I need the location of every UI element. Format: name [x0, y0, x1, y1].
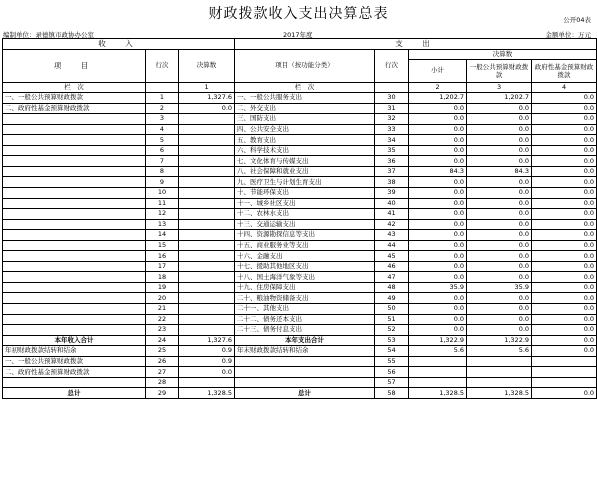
expense-row-no: 58 — [375, 388, 409, 399]
expense-row-no: 45 — [375, 251, 409, 262]
expense-row-no: 35 — [375, 145, 409, 156]
income-row-no: 11 — [146, 198, 179, 209]
expense-gov-fund — [532, 356, 597, 367]
expense-general-budget: 0.0 — [467, 103, 532, 114]
expense-item: 二十、粮油物资储备支出 — [235, 293, 375, 304]
income-row-no: 16 — [146, 251, 179, 262]
expense-item: 本年支出合计 — [235, 335, 375, 346]
expense-subtotal: 0.0 — [409, 314, 467, 325]
expense-subtotal: 84.3 — [409, 166, 467, 177]
income-amount: 0.0 — [179, 367, 235, 378]
income-amount: 1,327.6 — [179, 335, 235, 346]
expense-gov-fund — [532, 377, 597, 388]
col-1-label: 1 — [179, 82, 235, 93]
income-header: 收 入 — [3, 39, 235, 50]
col-3-label: 3 — [467, 82, 532, 93]
income-item — [3, 135, 146, 146]
expense-item: 六、科学技术支出 — [235, 145, 375, 156]
table-row — [3, 356, 597, 367]
table-row — [3, 230, 597, 241]
expense-general-budget: 0.0 — [467, 304, 532, 315]
expense-item: 十五、商业服务业等支出 — [235, 240, 375, 251]
income-amount: 1,328.5 — [179, 388, 235, 399]
income-row-no: 20 — [146, 293, 179, 304]
expense-subtotal: 0.0 — [409, 114, 467, 125]
expense-row-no: 30 — [375, 93, 409, 104]
expense-subtotal: 1,328.5 — [409, 388, 467, 399]
expense-row-no: 42 — [375, 219, 409, 230]
expense-general-budget: 35.9 — [467, 282, 532, 293]
item-header: 项 目 — [3, 49, 146, 82]
income-item — [3, 209, 146, 220]
table-row — [3, 282, 597, 293]
income-item — [3, 124, 146, 135]
expense-subtotal: 0.0 — [409, 188, 467, 199]
income-item — [3, 282, 146, 293]
expense-row-no: 52 — [375, 325, 409, 336]
row-no-header: 行次 — [146, 49, 179, 82]
income-item — [3, 377, 146, 388]
income-amount — [179, 188, 235, 199]
expense-gov-fund: 0.0 — [532, 240, 597, 251]
table-row — [3, 293, 597, 304]
income-amount — [179, 272, 235, 283]
income-item — [3, 325, 146, 336]
expense-item: 四、公共安全支出 — [235, 124, 375, 135]
income-item: 二、政府性基金预算财政拨款 — [3, 103, 146, 114]
income-amount — [179, 325, 235, 336]
expense-subtotal: 0.0 — [409, 230, 467, 241]
expense-row-no: 47 — [375, 272, 409, 283]
income-amount — [179, 135, 235, 146]
expense-gov-fund: 0.0 — [532, 346, 597, 357]
income-row-no: 9 — [146, 177, 179, 188]
table-row — [3, 135, 597, 146]
fiscal-year: 2017年度 — [283, 31, 313, 39]
expense-general-budget: 0.0 — [467, 219, 532, 230]
income-row-no: 6 — [146, 145, 179, 156]
expense-row-no: 54 — [375, 346, 409, 357]
expense-subtotal: 0.0 — [409, 145, 467, 156]
expense-general-budget: 84.3 — [467, 166, 532, 177]
income-row-no: 27 — [146, 367, 179, 378]
expense-item: 十六、金融支出 — [235, 251, 375, 262]
expense-subtotal — [409, 367, 467, 378]
form-code: 公开04表 — [563, 16, 591, 24]
budget-table — [2, 38, 597, 399]
expense-general-budget: 0.0 — [467, 188, 532, 199]
expense-row-no: 57 — [375, 377, 409, 388]
income-row-no: 2 — [146, 103, 179, 114]
income-amount — [179, 240, 235, 251]
expense-item: 总计 — [235, 388, 375, 399]
expense-item: 五、教育支出 — [235, 135, 375, 146]
income-row-no: 15 — [146, 240, 179, 251]
expense-item: 一、一般公共服务支出 — [235, 93, 375, 104]
table-row — [3, 251, 597, 262]
expense-general-budget: 0.0 — [467, 209, 532, 220]
table-row — [3, 377, 597, 388]
expense-item: 十三、交通运输支出 — [235, 219, 375, 230]
table-row — [3, 177, 597, 188]
income-amount — [179, 314, 235, 325]
expense-item: 七、文化体育与传媒支出 — [235, 156, 375, 167]
income-item — [3, 304, 146, 315]
expense-row-no: 46 — [375, 261, 409, 272]
expense-general-budget: 1,202.7 — [467, 93, 532, 104]
expense-general-budget: 0.0 — [467, 261, 532, 272]
expense-gov-fund: 0.0 — [532, 272, 597, 283]
expense-gov-fund: 0.0 — [532, 261, 597, 272]
income-item: 一、一般公共预算财政拨款 — [3, 93, 146, 104]
expense-subtotal: 0.0 — [409, 304, 467, 315]
expense-item: 三、国防支出 — [235, 114, 375, 125]
income-item — [3, 188, 146, 199]
income-row-no: 17 — [146, 261, 179, 272]
expense-subtotal: 0.0 — [409, 103, 467, 114]
income-row-no: 19 — [146, 282, 179, 293]
expense-row-no: 55 — [375, 356, 409, 367]
expense-gov-fund: 0.0 — [532, 114, 597, 125]
expense-subtotal: 0.0 — [409, 293, 467, 304]
table-row — [3, 145, 597, 156]
income-row-no: 12 — [146, 209, 179, 220]
income-row-no: 23 — [146, 325, 179, 336]
table-row — [3, 272, 597, 283]
expense-subtotal: 1,322.9 — [409, 335, 467, 346]
expense-row-no: 43 — [375, 230, 409, 241]
expense-general-budget — [467, 356, 532, 367]
lanci-label: 栏 次 — [3, 82, 146, 93]
expense-subtotal: 5.6 — [409, 346, 467, 357]
lanci-label-2: 栏 次 — [235, 82, 375, 93]
table-row — [3, 188, 597, 199]
expense-gov-fund: 0.0 — [532, 304, 597, 315]
income-row-no: 1 — [146, 93, 179, 104]
expense-item — [235, 367, 375, 378]
row-no-header-2: 行次 — [375, 49, 409, 82]
income-row-no: 25 — [146, 346, 179, 357]
expense-gov-fund: 0.0 — [532, 388, 597, 399]
table-row — [3, 156, 597, 167]
income-amount — [179, 114, 235, 125]
table-row — [3, 103, 597, 114]
expense-general-budget: 0.0 — [467, 251, 532, 262]
expense-subtotal: 0.0 — [409, 325, 467, 336]
income-row-no: 8 — [146, 166, 179, 177]
income-item — [3, 261, 146, 272]
income-item — [3, 145, 146, 156]
income-amount: 0.9 — [179, 346, 235, 357]
income-item: 一、一般公共预算财政拨款 — [3, 356, 146, 367]
expense-subtotal: 0.0 — [409, 251, 467, 262]
income-amount — [179, 230, 235, 241]
col-4-label: 4 — [532, 82, 597, 93]
table-row — [3, 166, 597, 177]
income-row-no: 10 — [146, 188, 179, 199]
expense-item: 十二、农林水支出 — [235, 209, 375, 220]
income-row-no: 26 — [146, 356, 179, 367]
income-amount — [179, 166, 235, 177]
expense-gov-fund: 0.0 — [532, 103, 597, 114]
expense-row-no: 49 — [375, 293, 409, 304]
expense-general-budget: 0.0 — [467, 124, 532, 135]
income-amount — [179, 251, 235, 262]
table-row — [3, 314, 597, 325]
table-row — [3, 114, 597, 125]
expense-gov-fund: 0.0 — [532, 335, 597, 346]
income-row-no: 7 — [146, 156, 179, 167]
income-row-no: 28 — [146, 377, 179, 388]
income-row-no: 21 — [146, 304, 179, 315]
table-row — [3, 335, 597, 346]
expense-gov-fund — [532, 367, 597, 378]
expense-subtotal: 35.9 — [409, 282, 467, 293]
expense-subtotal: 0.0 — [409, 272, 467, 283]
income-amount — [179, 198, 235, 209]
expense-subtotal: 0.0 — [409, 240, 467, 251]
expense-general-budget: 0.0 — [467, 272, 532, 283]
expense-item: 八、社会保障和就业支出 — [235, 166, 375, 177]
expense-subtotal — [409, 356, 467, 367]
expense-row-no: 48 — [375, 282, 409, 293]
income-amount — [179, 145, 235, 156]
expense-item: 二、外交支出 — [235, 103, 375, 114]
expense-gov-fund: 0.0 — [532, 166, 597, 177]
income-amount — [179, 209, 235, 220]
income-amount — [179, 177, 235, 188]
expense-general-budget: 0.0 — [467, 177, 532, 188]
table-row — [3, 261, 597, 272]
expense-general-budget: 0.0 — [467, 314, 532, 325]
expense-item: 二十三、债务付息支出 — [235, 325, 375, 336]
income-item: 本年收入合计 — [3, 335, 146, 346]
func-item-header: 项目（按功能分类） — [235, 49, 375, 82]
expense-general-budget: 0.0 — [467, 135, 532, 146]
expense-row-no: 40 — [375, 198, 409, 209]
expense-row-no: 51 — [375, 314, 409, 325]
income-amount: 0.0 — [179, 103, 235, 114]
table-row — [3, 304, 597, 315]
income-amount — [179, 156, 235, 167]
income-row-no: 18 — [146, 272, 179, 283]
income-amount: 1,327.6 — [179, 93, 235, 104]
expense-item: 十八、国土海洋气象等支出 — [235, 272, 375, 283]
expense-general-budget: 0.0 — [467, 325, 532, 336]
income-amount — [179, 293, 235, 304]
expense-subtotal: 0.0 — [409, 135, 467, 146]
income-amount — [179, 219, 235, 230]
expense-item: 九、医疗卫生与计划生育支出 — [235, 177, 375, 188]
income-item: 总计 — [3, 388, 146, 399]
income-item: 年初财政拨款结转和结余 — [3, 346, 146, 357]
income-amount — [179, 377, 235, 388]
expense-gov-fund: 0.0 — [532, 230, 597, 241]
income-row-no: 14 — [146, 230, 179, 241]
reporting-unit: 编制单位：录德镇市政协办公室 — [3, 31, 94, 39]
expense-gov-fund: 0.0 — [532, 219, 597, 230]
expense-subtotal: 0.0 — [409, 177, 467, 188]
expense-row-no: 38 — [375, 177, 409, 188]
expense-item: 十四、资源勘探信息等支出 — [235, 230, 375, 241]
income-item — [3, 198, 146, 209]
expense-general-budget — [467, 377, 532, 388]
expense-subtotal: 0.0 — [409, 198, 467, 209]
expense-general-budget: 0.0 — [467, 293, 532, 304]
income-item — [3, 114, 146, 125]
expense-gov-fund: 0.0 — [532, 282, 597, 293]
expense-gov-fund: 0.0 — [532, 156, 597, 167]
income-item — [3, 314, 146, 325]
expense-general-budget: 1,322.9 — [467, 335, 532, 346]
expense-general-budget: 5.6 — [467, 346, 532, 357]
expense-row-no: 31 — [375, 103, 409, 114]
amount-header: 决算数 — [179, 49, 235, 82]
expense-item: 十七、援助其他地区支出 — [235, 261, 375, 272]
table-row — [3, 346, 597, 357]
expense-item — [235, 377, 375, 388]
table-row — [3, 388, 597, 399]
expense-gov-fund: 0.0 — [532, 314, 597, 325]
expense-row-no: 50 — [375, 304, 409, 315]
expense-row-no: 33 — [375, 124, 409, 135]
currency-unit: 金额单位：万元 — [545, 31, 591, 39]
expense-subtotal: 0.0 — [409, 209, 467, 220]
income-amount — [179, 282, 235, 293]
income-item — [3, 240, 146, 251]
expense-row-no: 39 — [375, 188, 409, 199]
expense-item: 二十一、其他支出 — [235, 304, 375, 315]
table-row — [3, 198, 597, 209]
income-item — [3, 272, 146, 283]
expense-row-no: 41 — [375, 209, 409, 220]
income-row-no: 22 — [146, 314, 179, 325]
expense-gov-fund: 0.0 — [532, 209, 597, 220]
expense-gov-fund: 0.0 — [532, 188, 597, 199]
income-amount — [179, 261, 235, 272]
income-row-no: 3 — [146, 114, 179, 125]
expense-subtotal: 1,202.7 — [409, 93, 467, 104]
income-row-no: 5 — [146, 135, 179, 146]
income-amount — [179, 304, 235, 315]
expense-general-budget: 0.0 — [467, 156, 532, 167]
expense-general-budget: 0.0 — [467, 114, 532, 125]
subtotal-header: 小计 — [409, 59, 467, 82]
income-row-no: 24 — [146, 335, 179, 346]
income-item: 二、政府性基金预算财政拨款 — [3, 367, 146, 378]
income-amount: 0.9 — [179, 356, 235, 367]
table-row — [3, 93, 597, 104]
report-title: 财政拨款收入支出决算总表 — [208, 6, 389, 22]
expense-general-budget — [467, 367, 532, 378]
col-2-label: 2 — [409, 82, 467, 93]
expense-gov-fund: 0.0 — [532, 177, 597, 188]
expense-general-budget: 1,328.5 — [467, 388, 532, 399]
expense-subtotal: 0.0 — [409, 156, 467, 167]
income-item — [3, 177, 146, 188]
expense-row-no: 44 — [375, 240, 409, 251]
expense-row-no: 53 — [375, 335, 409, 346]
expense-item: 十一、城乡社区支出 — [235, 198, 375, 209]
table-row — [3, 209, 597, 220]
expense-general-budget: 0.0 — [467, 145, 532, 156]
expense-general-budget: 0.0 — [467, 240, 532, 251]
general-budget-header: 一般公共预算财政拨款 — [467, 59, 532, 82]
table-row — [3, 367, 597, 378]
expense-item: 十九、住房保障支出 — [235, 282, 375, 293]
table-row — [3, 124, 597, 135]
expense-gov-fund: 0.0 — [532, 325, 597, 336]
income-item — [3, 230, 146, 241]
expense-subtotal: 0.0 — [409, 261, 467, 272]
expense-subtotal: 0.0 — [409, 124, 467, 135]
expense-header: 支 出 — [235, 39, 597, 50]
expense-gov-fund: 0.0 — [532, 93, 597, 104]
expense-item — [235, 356, 375, 367]
income-row-no: 13 — [146, 219, 179, 230]
expense-gov-fund: 0.0 — [532, 198, 597, 209]
expense-row-no: 32 — [375, 114, 409, 125]
income-row-no: 4 — [146, 124, 179, 135]
expense-general-budget: 0.0 — [467, 230, 532, 241]
expense-item: 十、节能环保支出 — [235, 188, 375, 199]
expense-row-no: 34 — [375, 135, 409, 146]
income-item — [3, 166, 146, 177]
expense-subtotal — [409, 377, 467, 388]
income-item — [3, 251, 146, 262]
table-row — [3, 219, 597, 230]
expense-item: 二十二、债务还本支出 — [235, 314, 375, 325]
expense-gov-fund: 0.0 — [532, 135, 597, 146]
expense-row-no: 56 — [375, 367, 409, 378]
expense-row-no: 37 — [375, 166, 409, 177]
income-item — [3, 293, 146, 304]
expense-row-no: 36 — [375, 156, 409, 167]
table-row — [3, 325, 597, 336]
expense-gov-fund: 0.0 — [532, 293, 597, 304]
gov-fund-header: 政府性基金预算财政拨款 — [532, 59, 597, 82]
income-amount — [179, 124, 235, 135]
expense-gov-fund: 0.0 — [532, 145, 597, 156]
income-item — [3, 156, 146, 167]
income-item — [3, 219, 146, 230]
expense-general-budget: 0.0 — [467, 198, 532, 209]
amount-header-2: 决算数 — [409, 49, 597, 59]
expense-gov-fund: 0.0 — [532, 251, 597, 262]
expense-item: 年末财政拨款结转和结余 — [235, 346, 375, 357]
expense-subtotal: 0.0 — [409, 219, 467, 230]
expense-gov-fund: 0.0 — [532, 124, 597, 135]
table-row — [3, 240, 597, 251]
income-row-no: 29 — [146, 388, 179, 399]
